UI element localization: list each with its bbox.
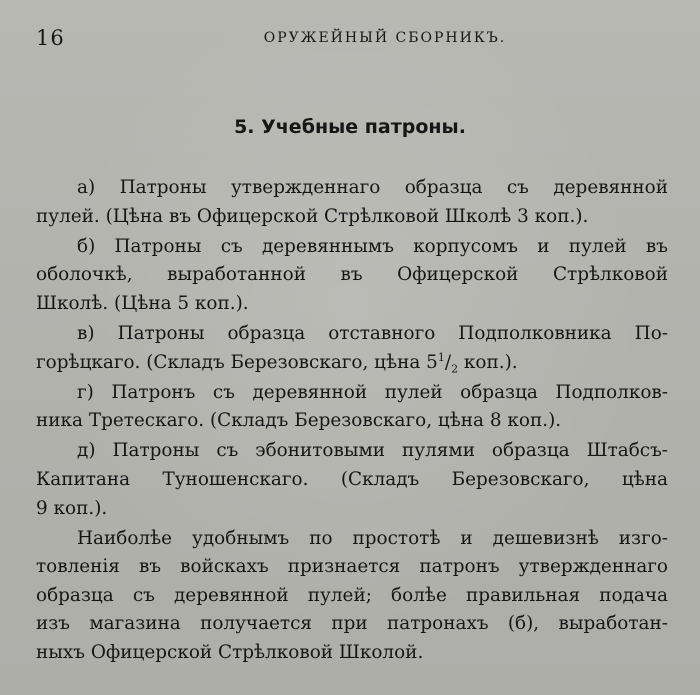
paragraph: [36, 525, 668, 668]
text-fragment: коп.).: [458, 351, 518, 373]
running-head: [36, 26, 664, 50]
text-line: пулей. (Цѣна въ Офицерской Стрѣлковой Школѣ 3 коп.).: [36, 205, 589, 227]
paragraph: [36, 379, 668, 436]
paragraph: [36, 320, 668, 377]
text-line: ника Третескаго. (Складъ Березовскаго, цѣна 8 коп.).: [36, 410, 562, 432]
text-line: товленія въ войскахъ признается патронъ утвержденнаго: [36, 556, 668, 578]
text-line: д) Патроны съ эбонитовыми пулями образца Штабсъ-: [77, 440, 668, 462]
text-line: Капитана Туношенскаго. (Складъ Березовскаго, цѣна: [36, 468, 668, 490]
text-line: изъ магазина получается при патронахъ (б), выработан-: [36, 613, 668, 635]
page-number: 16: [36, 26, 65, 50]
text-line: образца съ деревянной пулей; болѣе правильная подача: [36, 584, 668, 606]
text-line: в) Патроны образца отставного Подполковника По-: [77, 322, 668, 344]
text-line: ныхъ Офицерской Стрѣлковой Школой.: [36, 642, 424, 663]
body-text: [36, 174, 668, 669]
text-line: 9 коп.).: [36, 497, 108, 519]
text-line: Школѣ. (Цѣна 5 коп.).: [36, 292, 249, 314]
text-line: Наиболѣе удобнымъ по простотѣ и дешевизнѣ изго-: [77, 527, 668, 549]
text-line: б) Патроны съ деревяннымъ корпусомъ и пулей въ: [77, 235, 668, 257]
text-line: г) Патронъ съ деревянной пулей образца Подполков-: [77, 381, 668, 403]
journal-title: ОРУЖЕЙНЫЙ СБОРНИКЪ.: [263, 30, 507, 46]
text-line: оболочкѣ, выработанной въ Офицерской Стрѣлковой: [36, 264, 668, 286]
paragraph: [36, 174, 668, 231]
text-fragment: горѣцкаго. (Складъ Березовскаго, цѣна 5: [36, 351, 438, 373]
fraction-slash: /: [444, 351, 452, 373]
text-line: [36, 349, 668, 378]
fraction-numerator: 1: [437, 350, 445, 364]
fraction-denominator: 2: [451, 362, 459, 376]
paragraph: [36, 437, 668, 523]
text-line: а) Патроны утвержденнаго образца съ деревянной: [77, 177, 668, 198]
section-title: 5. Учебные патроны.: [234, 116, 466, 138]
paragraph: [36, 233, 668, 319]
